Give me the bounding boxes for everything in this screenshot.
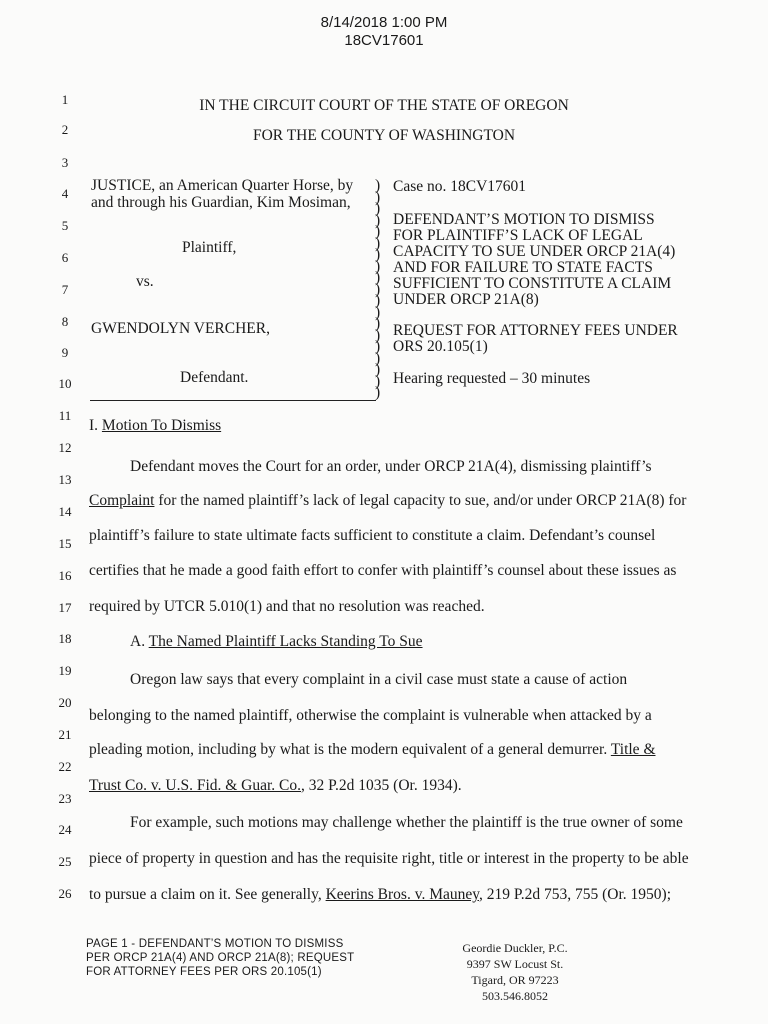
line-number: 7 <box>61 282 69 297</box>
paragraph-1-line-4: certifies that he made a good faith effort to confer with plaintiff’s counsel about these issues as <box>89 562 677 579</box>
fees-request-title: REQUEST FOR ATTORNEY FEES UNDER ORS 20.105(1) <box>393 322 678 355</box>
line-number: 20 <box>58 695 72 710</box>
line-number: 1 <box>61 92 69 107</box>
paragraph-2-line-3 <box>89 741 656 759</box>
line-number: 18 <box>58 631 72 646</box>
section-heading-1 <box>89 417 221 435</box>
motion-title: DEFENDANT’S MOTION TO DISMISS FOR PLAINTIFF’S LACK OF LEGAL CAPACITY TO SUE UNDER ORCP 21A(4) AND FOR FAILURE TO STATE FACTS SUFFICIENT TO CONSTITUTE A CLAIM UNDER ORCP 21A(8) <box>393 211 676 308</box>
paragraph-1-line-2 <box>89 492 686 510</box>
paragraph-3-line-3-rest: , 219 P.2d 753, 755 (Or. 1950); <box>478 886 672 903</box>
section-heading-1-title: Motion To Dismiss <box>101 417 222 434</box>
court-county: FOR THE COUNTY OF WASHINGTON <box>252 127 516 144</box>
line-number: 23 <box>58 791 72 806</box>
paragraph-2-line-3-text: pleading motion, including by what is the modern equivalent of a general demurrer. <box>89 741 611 758</box>
firm-name: Geordie Duckler, P.C. <box>462 941 568 955</box>
section-heading-1-prefix: I. <box>89 417 102 434</box>
filing-stamp <box>0 14 768 50</box>
defendant-role: Defendant. <box>180 369 249 386</box>
line-number: 12 <box>58 440 72 455</box>
paragraph-3-line-3 <box>89 886 671 904</box>
paragraph-2-line-1: Oregon law says that every complaint in a civil case must state a cause of action <box>130 671 628 688</box>
paragraph-3-line-2: piece of property in question and has the requisite right, title or interest in the property to be able <box>89 850 689 867</box>
line-number: 26 <box>58 886 72 901</box>
caption-rule <box>90 400 376 401</box>
complaint-reference: Complaint <box>89 492 155 509</box>
page-footer-title: PAGE 1 - DEFENDANT’S MOTION TO DISMISS PER ORCP 21A(4) AND ORCP 21A(8); REQUEST FOR ATTORNEY FEES PER ORS 20.105(1) <box>86 938 355 978</box>
plaintiff-role: Plaintiff, <box>182 239 237 256</box>
paragraph-2-line-4-text: , 32 P.2d 1035 (Or. 1934). <box>301 777 462 794</box>
defendant-name: GWENDOLYN VERCHER, <box>91 320 270 337</box>
line-number: 25 <box>58 854 72 869</box>
line-number: 2 <box>61 122 69 137</box>
section-heading-2 <box>130 633 423 651</box>
paragraph-2-line-4 <box>89 777 462 795</box>
line-number: 15 <box>58 536 72 551</box>
citation-title-trust-cont: Trust Co. v. U.S. Fid. & Guar. Co. <box>89 777 302 794</box>
line-number: 17 <box>58 600 72 615</box>
line-number: 11 <box>58 408 72 423</box>
paragraph-1-line-3: plaintiff’s failure to state ultimate facts sufficient to constitute a claim. Defendant’s counsel <box>89 527 656 544</box>
line-number: 24 <box>58 822 72 837</box>
line-number: 8 <box>61 314 69 329</box>
plaintiff-name-line1: JUSTICE, an American Quarter Horse, by <box>91 177 354 194</box>
line-number: 19 <box>58 663 72 678</box>
line-number: 9 <box>61 345 69 360</box>
plaintiff-name-line2: and through his Guardian, Kim Mosiman, <box>91 194 351 211</box>
filing-datetime: 8/14/2018 1:00 PM <box>320 14 448 31</box>
section-heading-2-prefix: A. <box>130 633 149 650</box>
paragraph-1-line-1: Defendant moves the Court for an order, under ORCP 21A(4), dismissing plaintiff’s <box>130 458 652 475</box>
line-number: 6 <box>61 250 69 265</box>
versus: vs. <box>136 273 154 290</box>
hearing-request: Hearing requested – 30 minutes <box>393 370 591 387</box>
caption-parentheses: ) ) ) ) ) ) ) ) ) ) ) ) ) ) ) ) ) ) ) <box>375 177 381 401</box>
paragraph-3-line-1: For example, such motions may challenge whether the plaintiff is the true owner of some <box>130 814 683 831</box>
firm-phone: 503.546.8052 <box>482 989 548 1003</box>
line-number: 3 <box>61 155 69 170</box>
firm-address-line2: Tigard, OR 97223 <box>471 973 559 987</box>
line-number: 14 <box>58 504 72 519</box>
filing-case-number: 18CV17601 <box>344 32 424 49</box>
firm-block <box>440 940 590 1004</box>
line-number: 13 <box>58 472 72 487</box>
citation-title-trust: Title & <box>610 741 656 758</box>
paragraph-2-line-2: belonging to the named plaintiff, otherwise the complaint is vulnerable when attacked by a <box>89 707 652 724</box>
paragraph-1-line-2-text: for the named plaintiff’s lack of legal capacity to sue, and/or under ORCP 21A(8) for <box>154 492 687 509</box>
paragraph-3-line-3-text: to pursue a claim on it. See generally, <box>89 886 326 903</box>
line-number: 5 <box>61 218 69 233</box>
line-number: 16 <box>58 568 72 583</box>
case-number: Case no. 18CV17601 <box>393 178 527 195</box>
line-number: 10 <box>58 376 72 391</box>
line-number: 4 <box>61 186 69 201</box>
court-name: IN THE CIRCUIT COURT OF THE STATE OF OREGON <box>199 97 569 114</box>
line-number: 21 <box>58 727 72 742</box>
citation-keerins: Keerins Bros. v. Mauney <box>325 886 479 903</box>
paragraph-1-line-5: required by UTCR 5.010(1) and that no resolution was reached. <box>89 598 485 615</box>
line-number: 22 <box>58 759 72 774</box>
section-heading-2-title: The Named Plaintiff Lacks Standing To Sue <box>148 633 423 650</box>
firm-address-line1: 9397 SW Locust St. <box>466 957 564 971</box>
